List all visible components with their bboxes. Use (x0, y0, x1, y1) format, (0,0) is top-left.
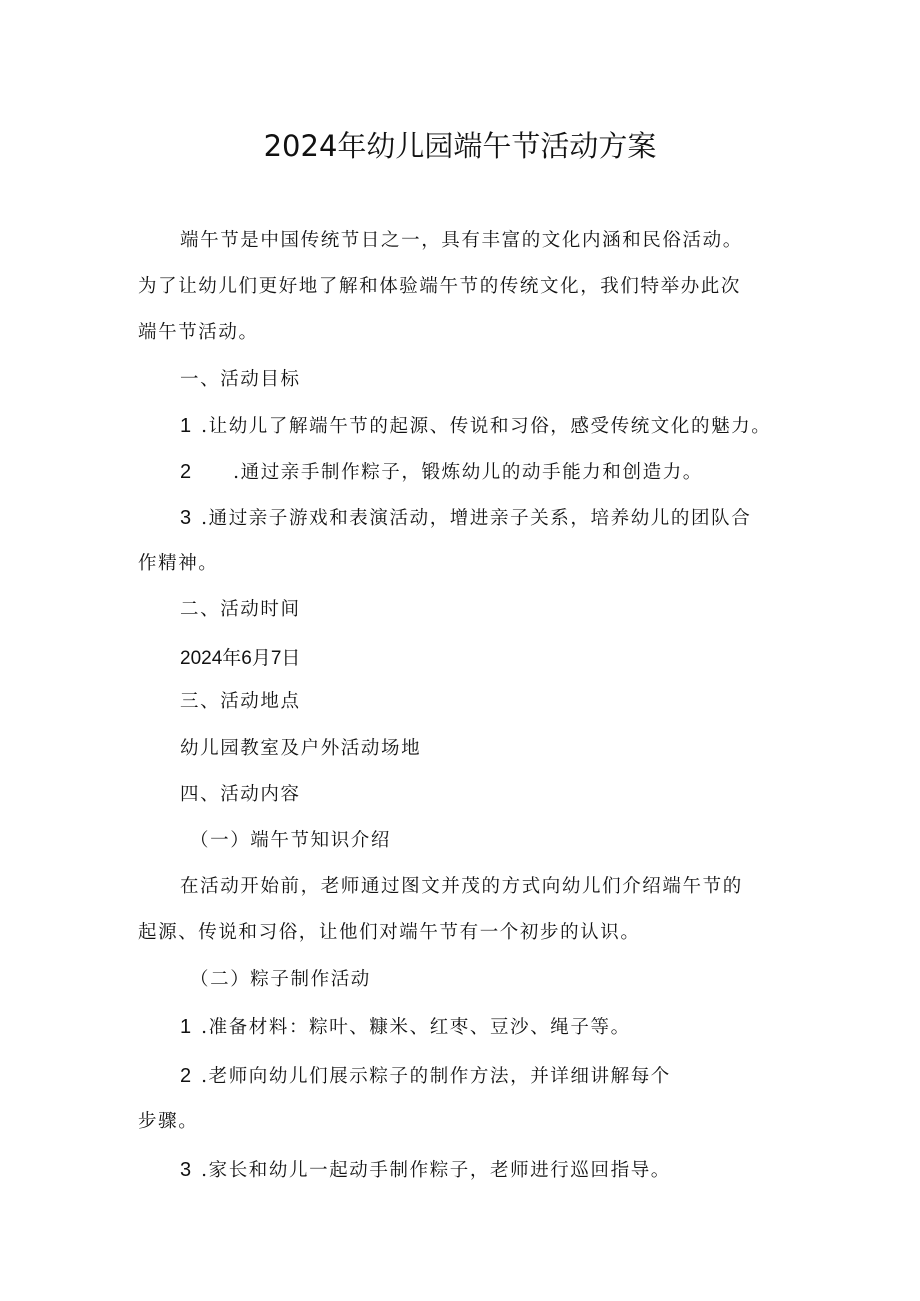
section-heading-content: 四、活动内容 (180, 784, 301, 805)
subsection-heading-knowledge: （一）端午节知识介绍 (190, 830, 392, 851)
intro-line-1: 端午节是中国传统节日之一，具有丰富的文化内涵和民俗活动。 (180, 230, 743, 251)
step-number: 2 (180, 1065, 192, 1087)
step-number: 1 (180, 1016, 192, 1038)
goal-number: 2 (180, 461, 192, 483)
goal-text: .通过亲手制作粽子，锻炼幼儿的动手能力和创造力。 (233, 462, 703, 483)
zongzi-step-1 (180, 1014, 631, 1041)
event-date: 2024年6月7日 (180, 648, 301, 669)
goal-number: 3 (180, 507, 192, 529)
goal-item-3-continued: 作精神。 (138, 553, 219, 574)
knowledge-line-1: 在活动开始前，老师通过图文并茂的方式向幼儿们介绍端午节的 (180, 876, 743, 897)
section-heading-time: 二、活动时间 (180, 599, 301, 620)
section-heading-goals: 一、活动目标 (180, 369, 301, 390)
goal-item-2 (180, 459, 703, 486)
zongzi-step-2 (180, 1063, 671, 1090)
goal-text: .让幼儿了解端午节的起源、传说和习俗，感受传统文化的魅力。 (201, 416, 772, 437)
intro-line-3: 端午节活动。 (138, 322, 259, 343)
intro-line-2: 为了让幼儿们更好地了解和体验端午节的传统文化，我们特举办此次 (138, 276, 742, 297)
zongzi-step-2-continued: 步骤。 (138, 1111, 199, 1132)
goal-item-3 (180, 505, 751, 532)
step-text: .老师向幼儿们展示粽子的制作方法，并详细讲解每个 (201, 1066, 671, 1087)
section-heading-place: 三、活动地点 (180, 691, 301, 712)
goal-text: .通过亲子游戏和表演活动，增进亲子关系，培养幼儿的团队合 (201, 508, 752, 529)
document-title: 2024年幼儿园端午节活动方案 (263, 129, 657, 163)
step-text: .准备材料：粽叶、糠米、红枣、豆沙、绳子等。 (201, 1017, 631, 1038)
step-text: .家长和幼儿一起动手制作粽子，老师进行巡回指导。 (201, 1160, 671, 1181)
zongzi-step-3 (180, 1157, 671, 1184)
subsection-heading-zongzi: （二）粽子制作活动 (190, 969, 371, 990)
event-place: 幼儿园教室及户外活动场地 (180, 738, 422, 759)
step-number: 3 (180, 1159, 192, 1181)
knowledge-line-2: 起源、传说和习俗，让他们对端午节有一个初步的认识。 (138, 922, 641, 943)
goal-item-1 (180, 413, 771, 440)
goal-number: 1 (180, 415, 192, 437)
